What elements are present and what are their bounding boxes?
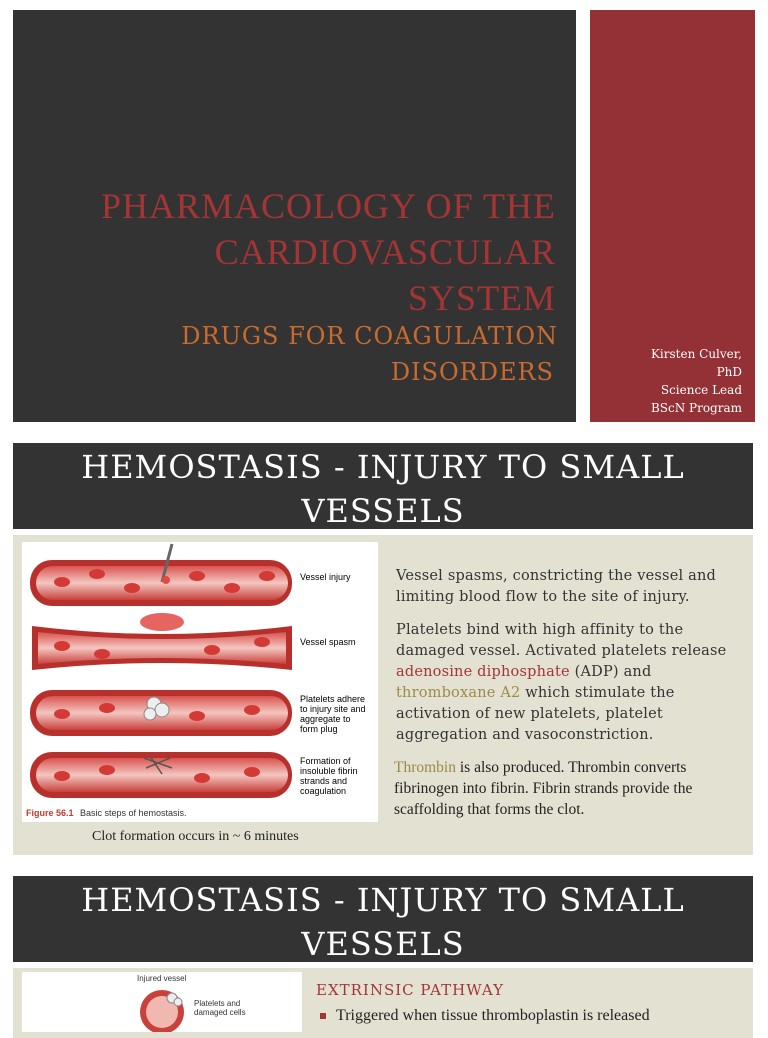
para2-text-a: Platelets bind with high affinity to the damaged vessel. Activated platelets release bbox=[396, 622, 727, 659]
para2-text-b: (ADP) and bbox=[569, 664, 652, 680]
heading2-line-2: VESSELS bbox=[301, 925, 465, 963]
fig-label-4: Formation of insoluble fibrin strands and coagulation bbox=[300, 756, 358, 796]
vessel-diagram bbox=[22, 542, 378, 822]
thrombin-paragraph bbox=[394, 757, 739, 820]
section-heading-2 bbox=[13, 876, 753, 962]
bullet-square-icon bbox=[320, 1013, 326, 1019]
heading-line-2: VESSELS bbox=[301, 492, 465, 530]
section-heading-1 bbox=[13, 443, 753, 529]
heading2-line-1: HEMOSTASIS - INJURY TO SMALL bbox=[81, 881, 685, 919]
platelet-paragraph bbox=[396, 620, 741, 746]
author-block bbox=[592, 345, 742, 417]
title-line-3: SYSTEM bbox=[407, 278, 556, 318]
subtitle-line-2: DISORDERS bbox=[390, 358, 554, 386]
para2-text-c: which stimulate the activation of new platelets, platelet aggregation and vasoconstriction. bbox=[396, 685, 675, 743]
platelet-plug-illustration bbox=[30, 690, 292, 736]
extrinsic-bullet bbox=[320, 1007, 750, 1025]
title-line-1: PHARMACOLOGY OF THE bbox=[100, 186, 556, 226]
clot-caption: Clot formation occurs in ~ 6 minutes bbox=[92, 829, 299, 844]
injured-vessel-diagram bbox=[22, 972, 302, 1032]
fig-label-1: Vessel injury bbox=[300, 572, 351, 582]
heading-line-1: HEMOSTASIS - INJURY TO SMALL bbox=[81, 448, 685, 486]
figure-caption: Basic steps of hemostasis. bbox=[80, 808, 187, 818]
thromboxane-term: thromboxane A2 bbox=[396, 685, 521, 701]
figure-number: Figure 56.1 bbox=[26, 808, 74, 818]
vessel-injury-illustration bbox=[30, 544, 292, 606]
extrinsic-pathway-heading: EXTRINSIC PATHWAY bbox=[316, 981, 505, 999]
fig2-label-1: Injured vessel bbox=[137, 974, 187, 983]
spasm-paragraph: Vessel spasms, constricting the vessel and limiting blood flow to the site of injury. bbox=[396, 568, 716, 605]
author-line-2: PhD bbox=[716, 365, 742, 379]
slide-title bbox=[36, 183, 556, 321]
fig2-label-2: Platelets and damaged cells bbox=[194, 999, 246, 1017]
fig-label-3: Platelets adhere to injury site and aggregate to form plug bbox=[300, 694, 366, 734]
vessel-spasm-illustration bbox=[32, 613, 292, 670]
extrinsic-bullet-text: Triggered when tissue thromboplastin is released bbox=[336, 1007, 650, 1024]
injured-vessel-figure bbox=[22, 972, 302, 1032]
para3-text: is also produced. Thrombin converts fibrinogen into fibrin. Fibrin strands provide the scaffolding that forms the clot. bbox=[394, 759, 693, 818]
author-line-4: BScN Program bbox=[650, 401, 742, 415]
title-line-2: CARDIOVASCULAR bbox=[214, 232, 556, 272]
hemostasis-figure bbox=[22, 542, 378, 822]
slide-subtitle bbox=[38, 318, 558, 390]
author-line-1: Kirsten Culver, bbox=[650, 347, 742, 361]
fig-label-2: Vessel spasm bbox=[300, 637, 356, 647]
adp-term: adenosine diphosphate bbox=[396, 664, 570, 680]
author-line-3: Science Lead bbox=[660, 383, 742, 397]
thrombin-term: Thrombin bbox=[394, 759, 456, 776]
fibrin-coagulation-illustration bbox=[30, 752, 292, 798]
subtitle-line-1: DRUGS FOR COAGULATION bbox=[181, 322, 558, 350]
